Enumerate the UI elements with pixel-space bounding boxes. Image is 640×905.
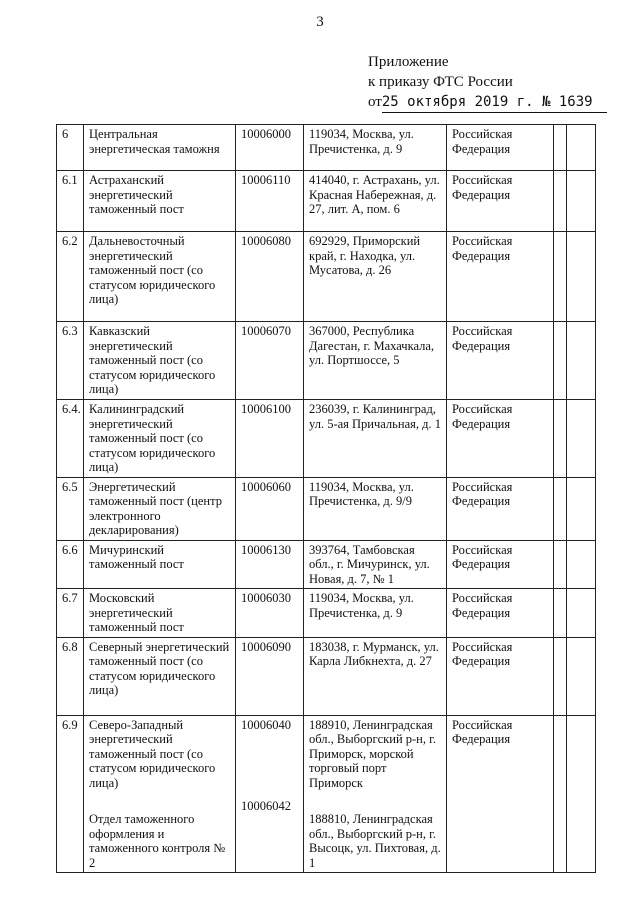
- empty-cell: [567, 171, 596, 232]
- empty-cell: [567, 715, 596, 873]
- customs-register-table: [56, 124, 596, 873]
- empty-cell: [554, 477, 567, 540]
- office-address: 692929, Приморский край, г. Находка, ул. Мусатова, д. 26: [304, 232, 447, 322]
- table-row: [57, 637, 596, 715]
- office-address: 188910, Ленинградская обл., Выборгский р-н, г. Приморск, морской торговый порт Приморск: [309, 717, 436, 790]
- office-name: Калининградский энергетический таможенный пост (со статусом юридического лица): [84, 400, 236, 478]
- office-name: Дальневосточный энергетический таможенный пост (со статусом юридического лица): [84, 232, 236, 322]
- sub-office-address: 188810, Ленинградская обл., Выборгский р-н, г. Высоцк, ул. Пихтовая, д. 1: [309, 812, 441, 870]
- empty-cell: [567, 637, 596, 715]
- empty-cell: [554, 715, 567, 873]
- empty-cell: [554, 125, 567, 171]
- office-country: Российская Федерация: [447, 540, 554, 589]
- office-address: 119034, Москва, ул. Пречистенка, д. 9: [304, 125, 447, 171]
- office-code: 10006080: [236, 232, 304, 322]
- office-name: Астраханский энергетический таможенный пост: [84, 171, 236, 232]
- table-row: [57, 322, 596, 400]
- empty-cell: [554, 171, 567, 232]
- row-number: 6.1: [57, 171, 84, 232]
- office-country: Российская Федерация: [447, 322, 554, 400]
- office-country: Российская Федерация: [447, 477, 554, 540]
- table-row: [57, 232, 596, 322]
- office-address: 183038, г. Мурманск, ул. Карла Либкнехта, д. 27: [304, 637, 447, 715]
- office-code-cell: [236, 715, 304, 873]
- table-row: [57, 400, 596, 478]
- row-number: 6.7: [57, 589, 84, 638]
- office-code: 10006060: [236, 477, 304, 540]
- office-name: Мичуринский таможенный пост: [84, 540, 236, 589]
- table-row: [57, 715, 596, 873]
- sub-office-code: 10006042: [241, 799, 291, 813]
- table-row: [57, 477, 596, 540]
- empty-cell: [567, 477, 596, 540]
- office-name: Московский энергетический таможенный пост: [84, 589, 236, 638]
- office-code: 10006040: [241, 717, 291, 732]
- office-address: 119034, Москва, ул. Пречистенка, д. 9/9: [304, 477, 447, 540]
- office-name: Северный энергетический таможенный пост (со статусом юридического лица): [84, 637, 236, 715]
- annex-date-number: 25 октября 2019 г. № 1639: [382, 92, 607, 113]
- office-country: Российская Федерация: [447, 589, 554, 638]
- office-address: 236039, г. Калининград, ул. 5-ая Причальная, д. 1: [304, 400, 447, 478]
- empty-cell: [554, 637, 567, 715]
- office-code: 10006070: [236, 322, 304, 400]
- row-number: 6.6: [57, 540, 84, 589]
- annex-order-ref: к приказу ФТС России: [368, 74, 513, 90]
- office-country: Российская Федерация: [447, 125, 554, 171]
- row-number: 6.9: [57, 715, 84, 873]
- office-code: 10006110: [236, 171, 304, 232]
- empty-cell: [554, 540, 567, 589]
- row-number: 6.2: [57, 232, 84, 322]
- empty-cell: [554, 400, 567, 478]
- office-country: Российская Федерация: [447, 171, 554, 232]
- row-number: 6.3: [57, 322, 84, 400]
- office-code: 10006090: [236, 637, 304, 715]
- table-row: [57, 589, 596, 638]
- table-row: [57, 171, 596, 232]
- empty-cell: [554, 589, 567, 638]
- empty-cell: [554, 232, 567, 322]
- empty-cell: [567, 540, 596, 589]
- office-address: 393764, Тамбовская обл., г. Мичуринск, ул. Новая, д. 7, № 1: [304, 540, 447, 589]
- empty-cell: [567, 232, 596, 322]
- office-name: Кавказский энергетический таможенный пост (со статусом юридического лица): [84, 322, 236, 400]
- annex-order-date: [368, 92, 607, 113]
- office-address: 119034, Москва, ул. Пречистенка, д. 9: [304, 589, 447, 638]
- empty-cell: [554, 322, 567, 400]
- table-row: [57, 540, 596, 589]
- office-name: Северо-Западный энергетический таможенный пост (со статусом юридического лица): [89, 717, 216, 790]
- office-code: 10006100: [236, 400, 304, 478]
- office-code: 10006130: [236, 540, 304, 589]
- empty-cell: [567, 125, 596, 171]
- row-number: 6.8: [57, 637, 84, 715]
- office-address: 367000, Республика Дагестан, г. Махачкала, ул. Портшоссе, 5: [304, 322, 447, 400]
- page-number: 3: [316, 14, 324, 30]
- row-number: 6.5: [57, 477, 84, 540]
- office-code: 10006030: [236, 589, 304, 638]
- empty-cell: [567, 589, 596, 638]
- office-country: Российская Федерация: [447, 232, 554, 322]
- empty-cell: [567, 322, 596, 400]
- office-name-cell: [84, 715, 236, 873]
- empty-cell: [567, 400, 596, 478]
- row-number: 6.4.: [57, 400, 84, 478]
- annex-header: [368, 52, 607, 113]
- office-address: 414040, г. Астрахань, ул. Красная Набережная, д. 27, лит. А, пом. 6: [304, 171, 447, 232]
- office-country: Российская Федерация: [447, 400, 554, 478]
- office-name: Центральная энергетическая таможня: [84, 125, 236, 171]
- sub-office-name: Отдел таможенного оформления и таможенного контроля № 2: [89, 812, 226, 870]
- annex-date-prefix: от: [368, 94, 382, 110]
- annex-title: Приложение: [368, 54, 449, 70]
- office-name: Энергетический таможенный пост (центр электронного декларирования): [84, 477, 236, 540]
- row-number: 6: [57, 125, 84, 171]
- table-row: [57, 125, 596, 171]
- office-address-cell: [304, 715, 447, 873]
- office-country: Российская Федерация: [447, 715, 554, 873]
- office-country: Российская Федерация: [447, 637, 554, 715]
- office-code: 10006000: [236, 125, 304, 171]
